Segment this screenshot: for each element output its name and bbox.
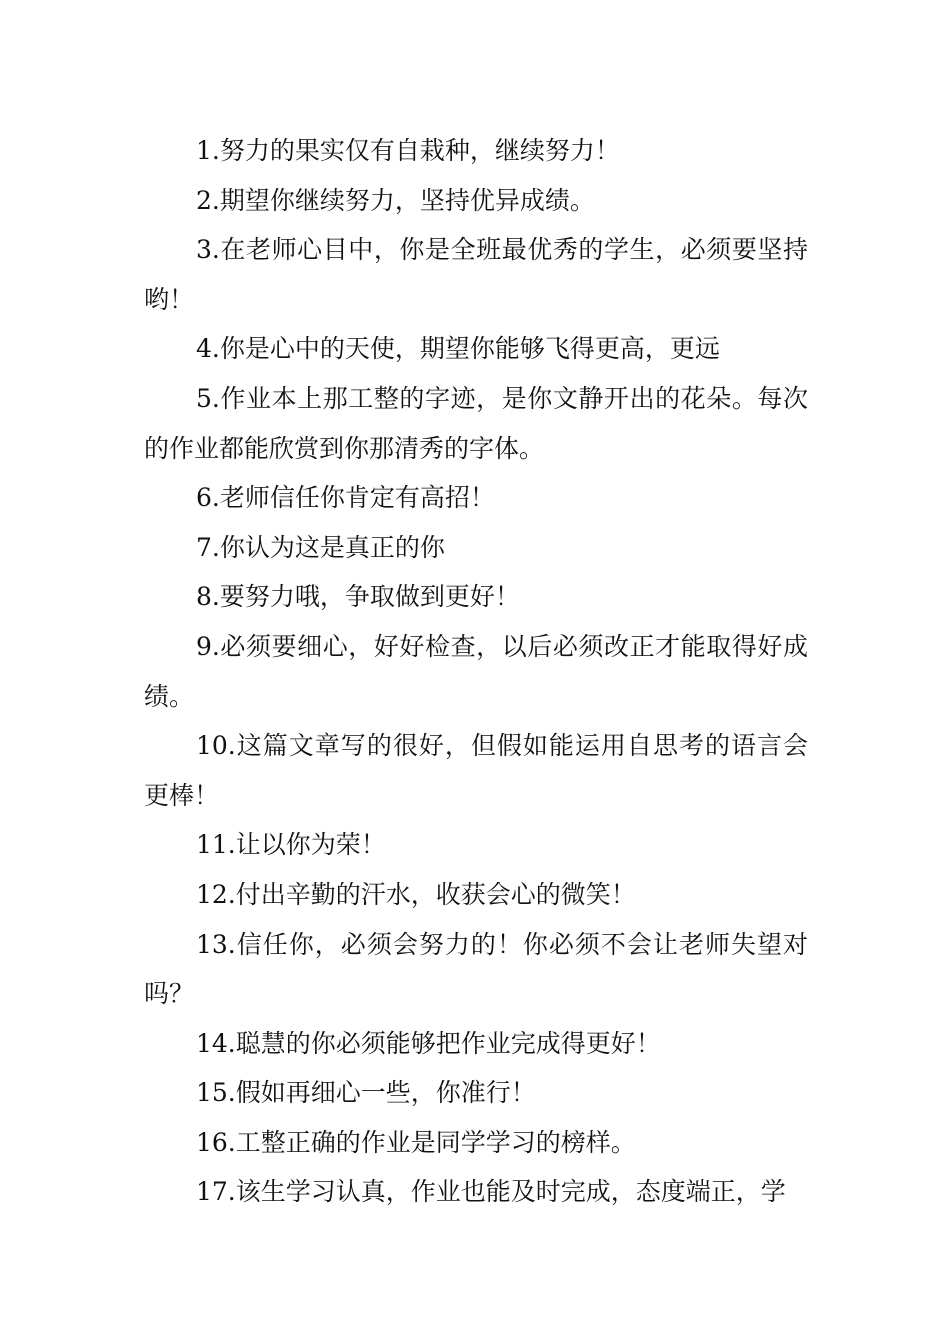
paragraph-12: 12.付出辛勤的汗水，收获会心的微笑！ (196, 879, 636, 909)
paragraph-3: 3.在老师心目中，你是全班最优秀的学生，必须要坚持哟！ (144, 235, 808, 314)
paragraph-8: 8.要努力哦，争取做到更好！ (196, 582, 520, 612)
paragraph-10: 10.这篇文章写的很好，但假如能运用自思考的语言会更棒！ (144, 731, 808, 810)
paragraph-1: 1.努力的果实仅有自栽种，继续努力！ (196, 136, 620, 165)
paragraph-6: 6.老师信任你肯定有高招！ (196, 483, 495, 513)
paragraph-9: 9.必须要细心，好好检查，以后必须改正才能取得好成绩。 (144, 631, 808, 711)
paragraph-17: 17.该生学习认真，作业也能及时完成，态度端正，学 (196, 1177, 786, 1207)
document-body (144, 126, 808, 1217)
paragraph-11: 11.让以你为荣！ (196, 830, 386, 860)
paragraph-14: 14.聪慧的你必须能够把作业完成得更好！ (196, 1028, 661, 1058)
paragraph-13: 13.信任你，必须会努力的！你必须不会让老师失望对吗？ (144, 929, 808, 1009)
paragraph-4: 4.你是心中的天使，期望你能够飞得更高，更远 (196, 334, 720, 364)
paragraph-15: 15.假如再细心一些，你准行！ (196, 1078, 536, 1108)
paragraph-2: 2.期望你继续努力，坚持优异成绩。 (196, 185, 595, 215)
paragraph-5: 5.作业本上那工整的字迹，是你文静开出的花朵。每次的作业都能欣赏到你那清秀的字体。 (144, 383, 808, 463)
paragraph-16: 16.工整正确的作业是同学学习的榜样。 (196, 1127, 636, 1157)
paragraph-7: 7.你认为这是真正的你 (196, 532, 445, 562)
